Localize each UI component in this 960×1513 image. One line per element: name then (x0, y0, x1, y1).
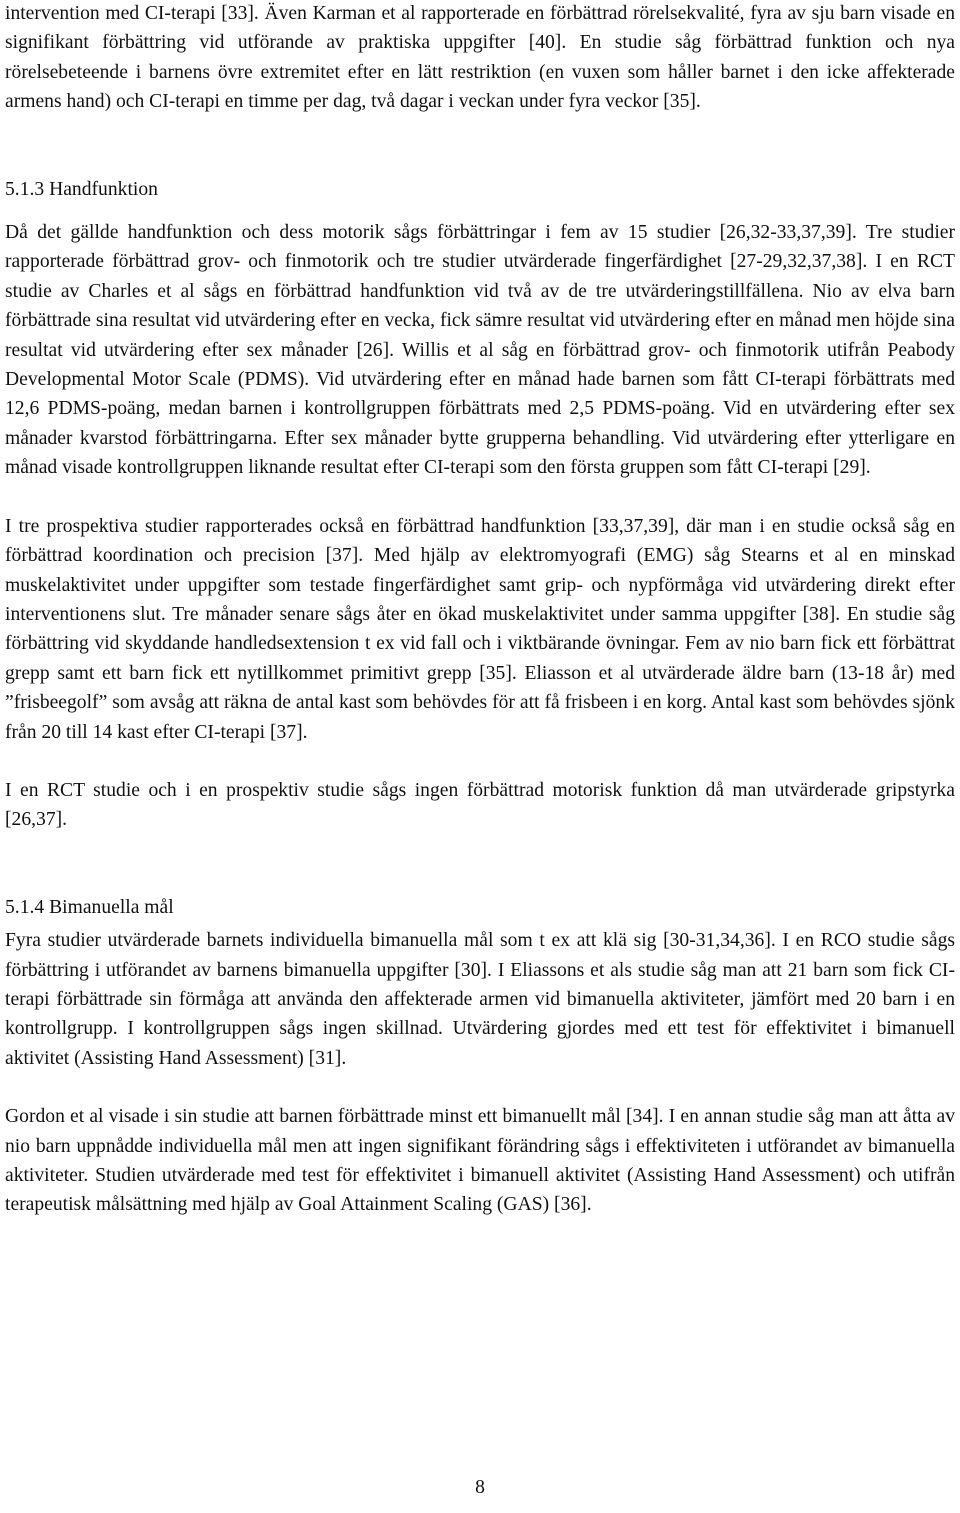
document-page (5, 0, 955, 1220)
paragraph-handfunktion-studies: Då det gällde handfunktion och dess motorik sågs förbättringar i fem av 15 studier [26,32-33,37,39]. Tre studier rapporterade förbättrad grov- och finmotorik och tre studier utvärderade fingerfärdighet [27-29,32,37,38]. I en RCT studie av Charles et al sågs en förbättrad handfunktion vid två av de tre utvärderingstillfällena. Nio av elva barn förbättrade sina resultat vid utvärdering efter en vecka, fick sämre resultat vid utvärdering efter en månad men höjde sina resultat vid utvärdering efter sex månader [26]. Willis et al såg en förbättrad grov- och finmotorik utifrån Peabody Developmental Motor Scale (PDMS). Vid utvärdering efter en månad hade barnen som fått CI-terapi förbättrats med 12,6 PDMS-poäng, medan barnen i kontrollgruppen förbättrats med 2,5 PDMS-poäng. Vid en utvärdering efter sex månader kvarstod förbättringarna. Efter sex månader bytte grupperna behandling. Vid utvärdering efter ytterligare en månad visade kontrollgruppen liknande resultat efter CI-terapi som den första gruppen som fått CI-terapi [29]. (5, 222, 955, 479)
section-heading-bimanuella-mal: 5.1.4 Bimanuella mål (5, 896, 174, 918)
page-number: 8 (475, 1477, 485, 1498)
paragraph-intervention-results: intervention med CI-terapi [33]. Även Karman et al rapporterade en förbättrad rörelsekvalité, fyra av sju barn visade en signifikant förbättring vid utförande av praktiska uppgifter [40]. En studie såg förbättrad funktion och nya rörelsebeteende i barnens övre extremitet efter en lätt restriktion (en vuxen som håller barnet i den icke affekterade armens hand) och CI-terapi en timme per dag, två dagar i veckan under fyra veckor [35]. (5, 3, 955, 113)
paragraph-prospective-studies: I tre prospektiva studier rapporterades också en förbättrad handfunktion [33,37,39], där man i en studie också såg en förbättrad koordination och precision [37]. Med hjälp av elektromyografi (EMG) såg Stearns et al en minskad muskelaktivitet under uppgifter som testade fingerfärdighet samt grip- och nypförmåga vid utvärdering direkt efter interventionens slut. Tre månader senare sågs åter en ökad muskelaktivitet under samma uppgifter [38]. En studie såg förbättring vid skyddande handledsextension t ex vid fall och i viktbärande övningar. Fem av nio barn fick ett förbättrat grepp samt ett barn fick ett nytillkommet primitivt grepp [35]. Eliasson et al utvärderade äldre barn (13-18 år) med ”frisbeegolf” som avsåg att räkna de antal kast som behövdes för att få frisbeen i en korg. Antal kast som behövdes sjönk från 20 till 14 kast efter CI-terapi [37]. (5, 515, 955, 743)
section-heading-handfunktion: 5.1.3 Handfunktion (5, 178, 158, 200)
paragraph-bimanual-goals: Fyra studier utvärderade barnets individuella bimanuella mål som t ex att klä sig [30-31,34,36]. I en RCO studie sågs förbättring i utförandet av barnens bimanuella uppgifter [30]. I Eliassons et als studie såg man att 21 barn som fick CI-terapi förbättrade sin förmåga att använda den affekterade armen vid bimanuella aktiviteter, jämfört med 20 barn i en kontrollgrupp. I kontrollgruppen sågs ingen skillnad. Utvärdering gjordes med ett test för effektivitet i bimanuell aktivitet (Assisting Hand Assessment) [31]. (5, 930, 955, 1069)
paragraph-grip-strength: I en RCT studie och i en prospektiv studie sågs ingen förbättrad motorisk funktion då man utvärderade gripstyrka [26,37]. (5, 779, 955, 831)
paragraph-gordon-study: Gordon et al visade i sin studie att barnen förbättrade minst ett bimanuellt mål [34]. I en annan studie såg man att åtta av nio barn uppnådde individuella mål men att ingen signifikant förändring sågs i effektiviteten i utförandet av bimanuella aktiviteter. Studien utvärderade med test för effektivitet i bimanuell aktivitet (Assisting Hand Assessment) och utifrån terapeutisk målsättning med hjälp av Goal Attainment Scaling (GAS) [36]. (5, 1106, 955, 1216)
